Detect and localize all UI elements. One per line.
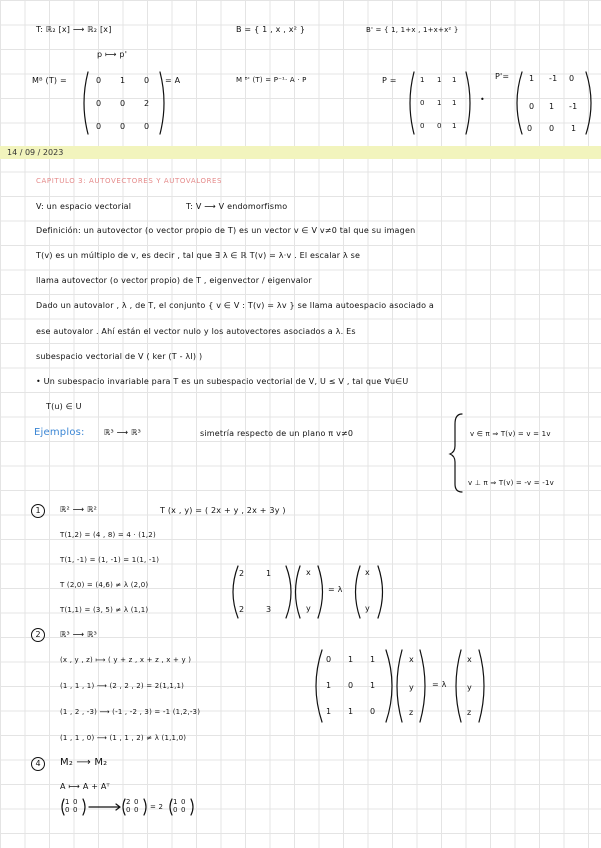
matrix-cell: 0 [173,806,178,814]
dot-separator: • [480,95,485,104]
bracket-left [517,72,522,134]
matrix-cell: 2 [239,569,245,578]
text-line: • Un subespacio invariable para T es un subespacio vectorial de V, U ≤ V , tal que ∀u∈U [36,377,409,386]
matrix-cell: 1 [370,681,376,690]
text-line: llama autovector (o vector propio) de T , eigenvector / eigenvalor [36,276,312,285]
matrix-label: Mᴮ (T) = [32,76,67,85]
matrix-cell: 1 [571,124,577,133]
example-number-4: 4 [31,757,45,771]
example1-line: T(1,1) = (3, 5) ≠ λ (1,1) [60,606,149,614]
bracket-right [586,72,591,134]
example2-line: (1 , 1 , 1) ⟶ (2 , 2 , 2) = 2(1,1,1) [60,682,185,690]
matrix-eq-a: = A [165,76,181,85]
bracket-left [84,72,88,134]
matrix-cell: 0 [181,806,186,814]
matrix-cell: 2 [239,605,245,614]
matrix-cell: 0 [96,122,102,131]
matrix-cell: 0 [134,806,139,814]
matrix-cell: 0 [326,655,332,664]
matrix-cell: -1 [569,102,578,111]
example1-line: T (2,0) = (4,6) ≠ λ (2,0) [60,581,149,589]
matrix-cell: 0 [437,122,442,130]
example1-line: T(1,2) = (4 , 8) = 4 · (1,2) [60,531,156,539]
mb-prime-formula: M ᴮ' (T) = P⁻¹· A · P [236,76,307,84]
matrix-cell: 1 [173,798,178,806]
matrix-cell: 1 [348,707,354,716]
example2-vec: x [467,655,472,664]
example1-vec-x: x [365,568,370,577]
bracket-right [479,650,484,722]
examples-text: simetría respecto de un plano π v≠0 [200,429,354,438]
matrix-cell: 0 [549,124,555,133]
matrix-cell: 0 [73,806,78,814]
example-number-1: 1 [31,504,45,518]
example-number-2: 2 [31,628,45,642]
bracket-right [83,799,85,815]
bracket-left [296,566,301,618]
matrix-cell: 1 [120,76,126,85]
bracket-right [144,799,146,815]
bracket-left [397,650,402,722]
example1-vec-x: x [306,568,311,577]
bracket-left [456,650,461,722]
matrix-cell: 1 [452,76,457,84]
basis-b-prime: B' = { 1, 1+x , 1+x+x² } [366,26,459,34]
bracket-right [286,566,291,618]
matrix-cell: -1 [549,74,558,83]
matrix-cell: 0 [420,99,425,107]
chapter-title: CAPITULO 3: AUTOVECTORES Y AUTOVALORES [36,177,223,185]
matrix-cell: 0 [65,806,70,814]
matrix-cell: 1 [437,99,442,107]
example1-definition: T (x , y) = ( 2x + y , 2x + 3y ) [160,506,286,515]
text-line: T(u) ∈ U [46,402,82,411]
arrow [89,804,120,810]
bracket-right [160,72,164,134]
text-line: Dado un autovalor , λ , de T, el conjunto { v ∈ V : T(v) = λv } se llama autoespacio asociado a [36,301,435,310]
example2-eq: = λ [432,680,447,689]
matrix-cell: 0 [348,681,354,690]
example2-vec: x [409,655,414,664]
curly-brace [450,414,462,492]
bracket-left [62,799,64,815]
example2-vec: y [409,683,414,692]
examples-map: ℝ³ ⟶ ℝ³ [104,428,142,437]
example2-line: (1 , 2 , -3) ⟶ (-1 , -2 , 3) = -1 (1,2,-3) [60,708,201,716]
matrix-cell: 0 [96,99,102,108]
vector-space-line: V: un espacio vectorial [36,202,132,211]
matrix-cell: 1 [348,655,354,664]
matrix-cell: 1 [452,122,457,130]
matrix-cell: 1 [65,798,70,806]
matrix-cell: 1 [420,76,425,84]
date-label: 14 / 09 / 2023 [7,148,64,157]
text-line: Definición: un autovector (o vector propio de T) es un vector v ∈ V v≠0 tal que su imagen [36,226,416,235]
matrix-cell: 1 [326,681,332,690]
example2-vec: z [409,708,414,717]
examples-label: Ejemplos: [34,427,85,438]
matrix-cell: 0 [420,122,425,130]
examples-case-1: v ∈ π ⇒ T(v) = v = 1v [470,430,551,438]
example1-line: T(1, -1) = (1, -1) = 1(1, -1) [60,556,160,564]
example2-vec: y [467,683,472,692]
matrix-cell: 0 [181,798,186,806]
bracket-left [170,799,172,815]
endomorphism-line: T: V ⟶ V endomorfismo [186,202,288,211]
bracket-right [378,566,383,618]
example3-eq: = 2 [150,803,164,811]
bracket-left [123,799,125,815]
text-line: T(v) es un múltiplo de v, es decir , tal que ∃ λ ∈ ℝ T(v) = λ·v . El escalar λ se [36,251,361,260]
bracket-left [356,566,361,618]
example1-vec-y: y [306,604,311,613]
matrix-cell: 2 [126,798,131,806]
example1-vec-y: y [365,604,370,613]
matrix-cell: 1 [529,74,535,83]
matrix-cell: 0 [569,74,575,83]
matrix-cell: 2 [144,99,150,108]
matrix-cell: 0 [120,122,126,131]
bracket-left [233,566,238,618]
example1-map: ℝ² ⟶ ℝ² [60,505,98,514]
matrix-cell: 1 [266,569,272,578]
bracket-left [316,650,322,722]
matrix-cell: 1 [549,102,555,111]
bracket-right [191,799,193,815]
example2-line: (1 , 1 , 0) ⟶ (1 , 1 , 2) ≠ λ (1,1,0) [60,734,187,742]
bracket-right [420,650,425,722]
text-line: subespacio vectorial de V ( ker (T - λI) ) [36,352,203,361]
p-map: p ⟼ p' [97,50,128,59]
matrix-cell: 0 [134,798,139,806]
matrix-cell: 0 [370,707,376,716]
bracket-right [386,650,392,722]
matrix-cell: 3 [266,605,272,614]
text-line: ese autovalor . Ahí están el vector nulo y los autovectores asociados a λ. Es [36,327,356,336]
basis-b: B = { 1 , x , x² } [236,25,306,34]
example2-map: ℝ³ ⟶ ℝ³ [60,630,98,639]
matrix-cell: 0 [73,798,78,806]
matrix-cell: 0 [96,76,102,85]
matrix-cell: 1 [452,99,457,107]
bracket-left [410,72,414,134]
matrix-cell: 1 [437,76,442,84]
example2-vec: z [467,708,472,717]
matrix-cell: 0 [144,76,150,85]
example1-eq: = λ [328,585,343,594]
matrix-cell: 1 [326,707,332,716]
matrix-cell: 0 [144,122,150,131]
example2-line: (x , y , z) ⟼ ( y + z , x + z , x + y ) [60,656,192,664]
example3-line: A ⟼ A + Aᵀ [60,782,110,791]
p-label: P = [382,76,397,85]
bracket-right [318,566,323,618]
matrix-cell: 0 [529,102,535,111]
bracket-right [466,72,470,134]
matrix-cell: 0 [126,806,131,814]
matrix-cell: 0 [527,124,533,133]
examples-case-2: v ⊥ π ⇒ T(v) = -v = -1v [468,479,554,487]
matrix-cell: 1 [370,655,376,664]
matrix-cell: 0 [120,99,126,108]
example3-map: M₂ ⟶ M₂ [60,757,108,768]
map-t-r2x: T: ℝ₂ [x] ⟶ ℝ₂ [x] [36,25,112,34]
pinv-label: P'= [495,72,510,81]
